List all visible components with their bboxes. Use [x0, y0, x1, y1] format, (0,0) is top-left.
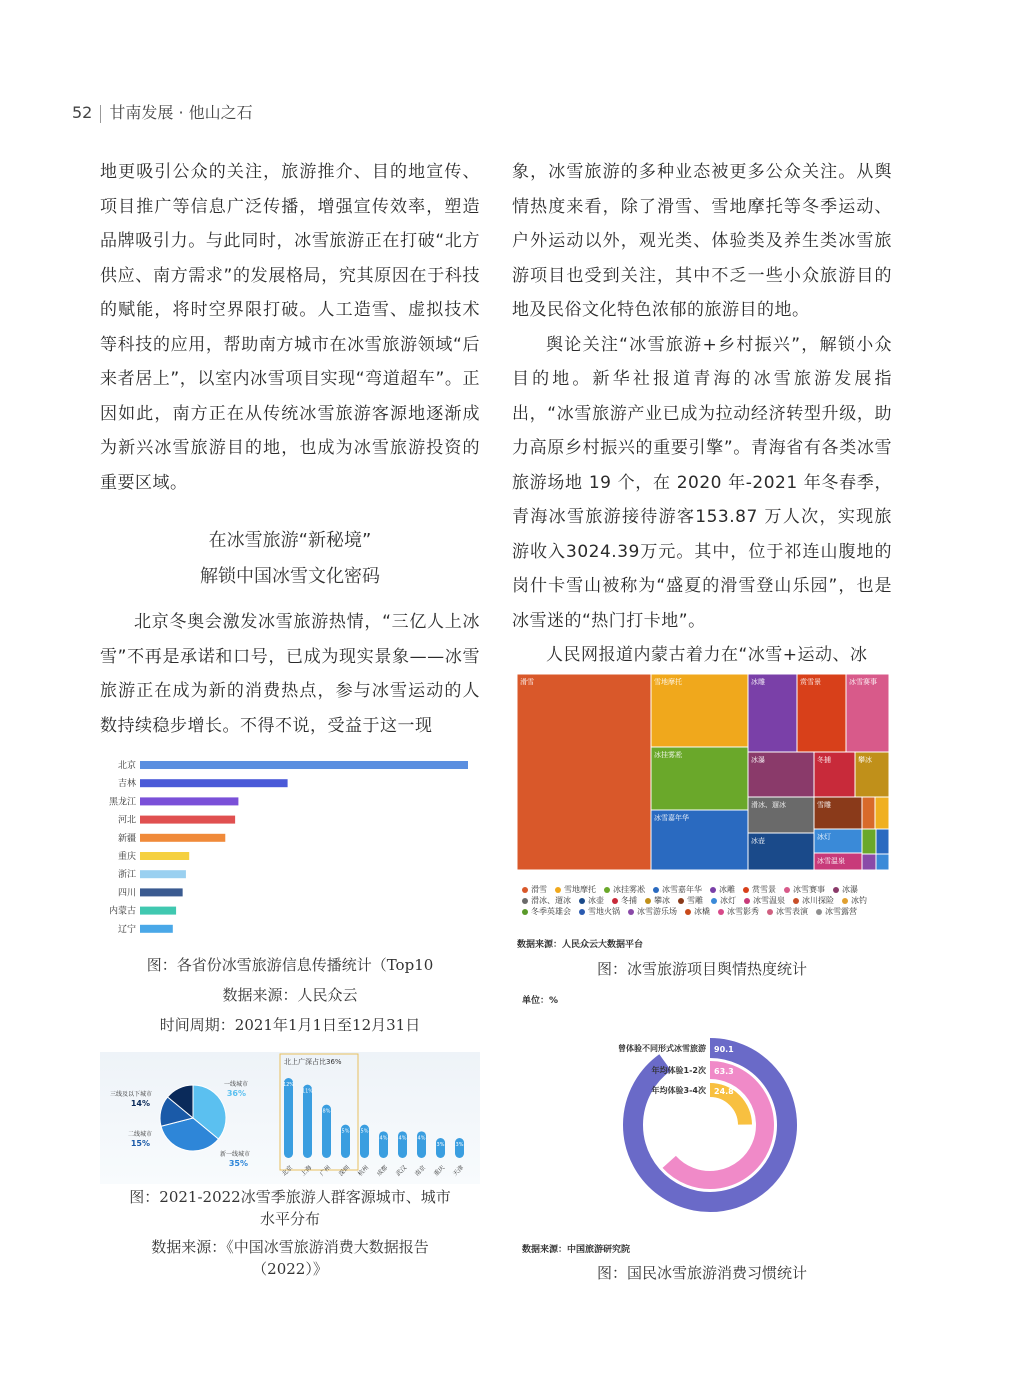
legend-label: 冰壶 [588, 896, 604, 905]
treemap-label: 冬捕 [817, 756, 831, 764]
city-label: 广州 [318, 1164, 333, 1178]
pie-value: 35% [228, 1159, 248, 1168]
city-label: 成都 [375, 1164, 390, 1178]
city-bar [436, 1138, 445, 1158]
right-paragraph-1: 象，冰雪旅游的多种业态被更多公众关注。从舆情热度来看，除了滑雪、雪地摩托等冬季运动、户外运动以外，观光类、体验类及养生类冰雪旅游项目也受到关注，其中不乏一些小众旅游目的地及民俗文化特色浓郁的旅游目的地。 [512, 162, 892, 320]
legend-label: 冰雪影秀 [727, 907, 759, 916]
legend-item [522, 884, 547, 895]
legend-label: 冰灯 [720, 896, 736, 905]
treemap-small-cell [876, 829, 889, 854]
bar-label: 四川 [117, 888, 136, 899]
legend-label: 冰瀑 [842, 885, 858, 894]
legend-label: 冰橇 [694, 907, 710, 916]
legend-label: 冰雪露营 [825, 907, 857, 916]
legend-label: 冰雪表演 [776, 907, 808, 916]
city-bar-value: 5% [360, 1128, 369, 1135]
legend-dot [685, 909, 691, 915]
right-column [512, 155, 892, 673]
city-label: 南京 [413, 1164, 428, 1178]
legend-item [718, 906, 759, 917]
treemap-small-cell [875, 797, 889, 829]
pie-value: 36% [226, 1089, 246, 1098]
city-tier-pie [100, 1052, 275, 1184]
city-caption-source-2: （2022）》 [252, 1260, 328, 1278]
bar-chart-caption [100, 950, 480, 1040]
right-paragraph-2: 舆论关注“冰雪旅游+乡村振兴”，解锁小众目的地。新华社报道青海的冰雪旅游发展指出，“冰雪旅游产业已成为拉动经济转型升级，助力高原乡村振兴的重要引擎”。青海省有各类冰雪旅游场地 19 个，在 2020 年-2021 年冬春季，青海冰雪旅游接待游客153.87 万人次，实现旅游收入3024.39万元。其中，位于祁连山腹地的岗什卡雪山被称为“盛夏的滑雪登山乐园”，也是冰雪迷的“热门打卡地”。 [512, 334, 892, 631]
city-label: 北京 [280, 1164, 295, 1178]
bar [140, 816, 235, 824]
bar-annotation: 北上广深占比36% [284, 1058, 342, 1066]
legend-item [816, 906, 857, 917]
bar-caption-period: 时间周期：2021年1月1日至12月31日 [159, 1016, 421, 1034]
radial-label: 曾体验不同形式冰雪旅游 [618, 1044, 706, 1053]
city-bar-chart [278, 1052, 478, 1184]
legend-dot [604, 887, 610, 893]
radial-source: 数据来源：中国旅游研究院 [522, 1245, 631, 1255]
legend-item [522, 895, 571, 906]
left-paragraph-2: 北京冬奥会激发冰雪旅游热情，“三亿人上冰雪”不再是承诺和口号，已成为现实景象——冰雪旅游正在成为新的消费热点，参与冰雪运动的人数持续稳步增长。不得不说，受益于这一现 [100, 612, 480, 736]
legend-dot [816, 909, 822, 915]
province-bar-chart [100, 756, 480, 936]
legend-dot [743, 887, 749, 893]
radial-label: 年均体验1-2次 [651, 1066, 706, 1075]
bar [140, 925, 173, 933]
city-label: 深圳 [337, 1164, 352, 1178]
legend-label: 滑雪 [531, 885, 547, 894]
city-label: 杭州 [356, 1164, 371, 1178]
legend-dot [579, 898, 585, 904]
legend-label: 雪雕 [687, 896, 703, 905]
treemap-label: 冰雪温泉 [817, 857, 845, 865]
pie-value: 14% [130, 1099, 150, 1108]
bar [140, 797, 238, 805]
legend-label: 冰雪温泉 [753, 896, 785, 905]
bar [140, 834, 225, 842]
treemap-label: 滑雪 [520, 678, 534, 686]
treemap-label: 冰瀑 [751, 756, 765, 764]
city-distribution-figure [100, 1052, 480, 1184]
bar-label: 黑龙江 [108, 797, 136, 808]
left-column [100, 155, 480, 500]
legend-dot [767, 909, 773, 915]
treemap-label: 冰灯 [817, 833, 831, 841]
right-paragraph-3: 人民网报道内蒙古着力在“冰雪+运动、冰 [546, 645, 868, 665]
legend-item [784, 884, 825, 895]
treemap-label: 雪地摩托 [654, 678, 682, 686]
city-label: 上海 [299, 1164, 314, 1178]
treemap-chart [517, 674, 889, 870]
city-bar-value: 4% [417, 1135, 426, 1142]
bar-label: 辽宁 [117, 924, 136, 935]
radial-value: 63.3 [714, 1067, 734, 1076]
treemap-label: 冰雪嘉年华 [654, 814, 689, 822]
subheading-line-1: 在冰雪旅游“新秘境” [208, 530, 372, 551]
treemap-small-cell [862, 797, 875, 829]
bar [140, 888, 183, 896]
legend-item [711, 895, 736, 906]
legend-dot [793, 898, 799, 904]
legend-item [579, 895, 604, 906]
legend-label: 冬季英雄会 [531, 907, 571, 916]
city-bar-value: 11% [301, 1088, 314, 1095]
legend-dot [645, 898, 651, 904]
legend-item [522, 906, 571, 917]
treemap-cell [517, 674, 651, 870]
city-bar-value: 8% [322, 1108, 331, 1115]
city-bar [303, 1085, 312, 1158]
radial-caption: 图：国民冰雪旅游消费习惯统计 [596, 1264, 807, 1282]
legend-dot [522, 898, 528, 904]
city-bar-value: 4% [379, 1135, 388, 1142]
bar-label: 河北 [117, 815, 136, 826]
city-bar-value: 3% [455, 1142, 464, 1148]
bar [140, 870, 186, 878]
left-column-2 [100, 605, 480, 743]
legend-dot [842, 898, 848, 904]
legend-item [710, 884, 735, 895]
treemap-small-cell [862, 854, 876, 870]
city-caption-title-2: 水平分布 [259, 1210, 320, 1228]
radial-value: 24.8 [714, 1087, 734, 1096]
treemap-label: 冰挂雾凇 [654, 751, 682, 759]
treemap-small-cell [862, 829, 876, 854]
pie-label: 一线城市 [223, 1081, 248, 1088]
city-bar-value: 12% [282, 1082, 295, 1088]
legend-item [842, 895, 867, 906]
legend-label: 雪地火锅 [588, 907, 620, 916]
treemap-small-cell [876, 854, 889, 870]
legend-dot [628, 909, 634, 915]
legend-dot [522, 887, 528, 893]
pie-label: 二线城市 [127, 1131, 152, 1138]
city-bar-value: 3% [436, 1142, 445, 1148]
legend-label: 攀冰 [654, 896, 670, 905]
city-bar [284, 1078, 293, 1158]
bar-label: 内蒙古 [108, 906, 136, 917]
legend-item [793, 895, 834, 906]
treemap-label: 冰雕 [751, 678, 765, 686]
legend-item [743, 884, 776, 895]
legend-label: 雪地摩托 [564, 885, 596, 894]
bar [140, 761, 468, 769]
city-caption-title: 图：2021-2022冰雪季旅游人群客源城市、城市 [129, 1188, 451, 1206]
legend-label: 赏雪景 [752, 885, 776, 894]
legend-dot [653, 887, 659, 893]
legend-label: 冰挂雾凇 [613, 885, 645, 894]
city-label: 天津 [451, 1164, 466, 1178]
bar-caption-source: 数据来源：人民众云 [222, 986, 358, 1004]
bar-label: 浙江 [117, 870, 136, 881]
legend-item [645, 895, 670, 906]
pie-label: 新一线城市 [219, 1151, 250, 1158]
legend-label: 滑冰、遛冰 [531, 896, 571, 905]
legend-label: 冰雪嘉年华 [662, 885, 702, 894]
treemap-label: 滑冰、遛冰 [751, 801, 786, 809]
left-paragraph-1: 地更吸引公众的关注，旅游推介、目的地宣传、项目推广等信息广泛传播，增强宣传效率，塑造品牌吸引力。与此同时，冰雪旅游正在打破“北方供应、南方需求”的发展格局，究其原因在于科技的赋能，将时空界限打破。人工造雪、虚拟技术等科技的应用，帮助南方城市在冰雪旅游领域“后来者居上”，以室内冰雪项目实现“弯道超车”。正因如此，南方正在从传统冰雪旅游客源地逐渐成为新兴冰雪旅游目的地，也成为冰雪旅游投资的重要区域。 [100, 162, 480, 493]
bar [140, 907, 176, 915]
legend-item [744, 895, 785, 906]
bar-label: 新疆 [117, 833, 136, 844]
treemap-label: 冰雪赛事 [849, 678, 877, 686]
treemap-label: 雪雕 [817, 801, 831, 809]
section-title: 甘南发展 · 他山之石 [109, 103, 253, 122]
bar-label: 重庆 [117, 852, 136, 862]
legend-label: 冰钓 [851, 896, 867, 905]
radial-value: 90.1 [714, 1045, 734, 1054]
bar-label: 吉林 [117, 779, 136, 790]
subheading [100, 523, 480, 595]
legend-dot [833, 887, 839, 893]
city-bar-value: 5% [341, 1128, 350, 1135]
legend-dot [522, 909, 528, 915]
pie-value: 15% [130, 1139, 150, 1148]
legend-item [628, 906, 677, 917]
legend-dot [678, 898, 684, 904]
radial-bar-chart [512, 1010, 892, 1240]
radial-unit: 单位：% [522, 996, 559, 1006]
legend-item [833, 884, 858, 895]
legend-item [685, 906, 710, 917]
legend-item [653, 884, 702, 895]
bar [140, 852, 189, 860]
legend-dot [744, 898, 750, 904]
city-bar [455, 1138, 464, 1158]
legend-label: 冰雪赛事 [793, 885, 825, 894]
legend-item [767, 906, 808, 917]
treemap-source: 数据来源：人民众云大数据平台 [517, 940, 644, 950]
city-caption [100, 1186, 480, 1280]
page-header [72, 100, 253, 123]
legend-dot [555, 887, 561, 893]
bar [140, 779, 288, 787]
header-divider [100, 105, 101, 123]
treemap-label: 赏雪景 [800, 678, 821, 686]
treemap-legend [522, 884, 902, 917]
legend-item [604, 884, 645, 895]
treemap-caption: 图：冰雪旅游项目舆情热度统计 [596, 960, 807, 978]
city-label: 武汉 [394, 1164, 409, 1178]
bar-caption-title: 图：各省份冰雪旅游信息传播统计（Top10 [146, 956, 434, 974]
city-label: 重庆 [432, 1164, 447, 1178]
legend-item [555, 884, 596, 895]
legend-item [678, 895, 703, 906]
legend-label: 冰雪游乐场 [637, 907, 677, 916]
city-caption-source: 数据来源：《中国冰雪旅游消费大数据报告 [151, 1238, 429, 1256]
page-number: 52 [72, 103, 93, 122]
legend-item [612, 895, 637, 906]
legend-dot [711, 898, 717, 904]
legend-label: 冰川探险 [802, 896, 834, 905]
treemap-label: 冰壶 [751, 837, 765, 845]
legend-dot [612, 898, 618, 904]
legend-label: 冰雕 [719, 885, 735, 894]
radial-label: 年均体验3-4次 [651, 1086, 706, 1095]
legend-label: 冬捕 [621, 896, 637, 905]
legend-dot [784, 887, 790, 893]
legend-item [579, 906, 620, 917]
pie-label: 三线及以下城市 [109, 1091, 152, 1098]
legend-dot [710, 887, 716, 893]
treemap-label: 攀冰 [858, 756, 872, 764]
subheading-line-2: 解锁中国冰雪文化密码 [200, 566, 380, 587]
legend-dot [579, 909, 585, 915]
legend-dot [718, 909, 724, 915]
bar-label: 北京 [117, 761, 136, 771]
city-bar-value: 4% [398, 1135, 407, 1142]
